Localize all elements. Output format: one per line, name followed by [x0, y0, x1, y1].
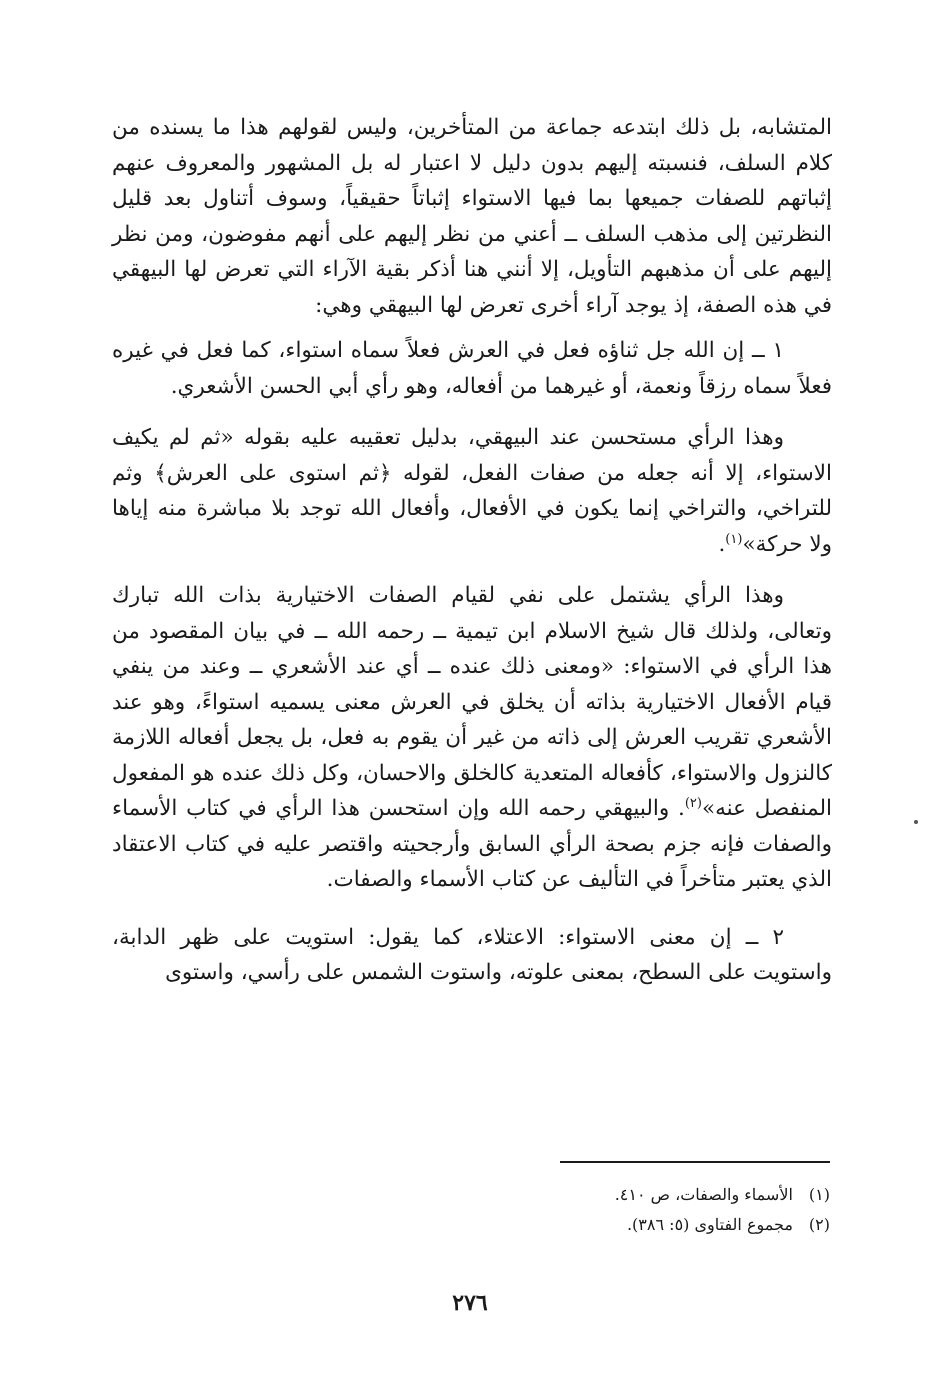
- margin-dot: [914, 820, 918, 824]
- body-text: [112, 110, 832, 991]
- page-number: ٢٧٦: [452, 1290, 488, 1316]
- paragraph-1-text: المتشابه، بل ذلك ابتدعه جماعة من المتأخرين، وليس لقولهم هذا ما يسنده من كلام السلف، فنسبته إليهم بدون دليل لا اعتبار له بل المشهور والمعروف عنهم إثباتهم للصفات جميعها بما فيها الاستواء إثباتاً حقيقياً، وسوف أتناول بعد قليل النظرتين إلى مذهب السلف ــ أعني من نظر إليهم على أنهم مفوضون، ومن نظر إليهم على أن مذهبهم التأويل، إلا أنني هنا أذكر بقية الآراء التي تعرض لها البيهقي في هذه الصفة، إذ يوجد آراء أخرى تعرض لها البيهقي وهي:: [112, 115, 832, 318]
- paragraph-opinion-2-text: ٢ ــ إن معنى الاستواء: الاعتلاء، كما يقول: استويت على ظهر الدابة، واستويت على السطح، بمعنى علوته، واستوت الشمس على رأسي، واستوى: [112, 924, 832, 985]
- paragraph-4-text-a: وهذا الرأي يشتمل على نفي لقيام الصفات الاختيارية بذات الله تبارك وتعالى، ولذلك قال شيخ الاسلام ابن تيمية ــ رحمه الله ــ في بيان المقصود من هذا الرأي في الاستواء: «ومعنى ذلك عنده ــ أي عند الأشعري ــ وعند من ينفي قيام الأفعال الاختيارية بذاته أن يخلق في العرش معنى يسميه استواءً، وهو عند الأشعري تقريب العرش إلى ذاته من غير أن يقوم به فعل، بل يجعل أفعاله اللازمة كالنزول والاستواء، كأفعاله المتعدية كالخلق والاحسان، وكل ذلك عنده هو المفعول المنفصل عنه»: [112, 583, 832, 821]
- footnotes: [400, 1180, 830, 1240]
- footnote-2-number: (٢): [808, 1215, 830, 1234]
- footnote-2: [400, 1210, 830, 1240]
- paragraph-3-end: .: [718, 531, 726, 557]
- footnote-ref-2[interactable]: (٢): [684, 795, 702, 811]
- paragraph-3: [112, 420, 832, 562]
- footnote-ref-1[interactable]: (١): [725, 531, 743, 547]
- footnote-1-number: (١): [808, 1185, 830, 1204]
- paragraph-4-text-b: . والبيهقي رحمه الله وإن استحسن هذا الرأي في كتاب الأسماء والصفات فإنه جزم بصحة الرأي السابق وأرجحيته واقتصر عليه في كتاب الاعتقاد الذي يعتبر متأخراً في التأليف عن كتاب الأسماء والصفات.: [112, 796, 832, 892]
- paragraph-opinion-2: [112, 920, 832, 991]
- footnote-2-text: مجموع الفتاوى (٥: ٣٨٦).: [626, 1215, 793, 1234]
- paragraph-3-text: وهذا الرأي مستحسن عند البيهقي، بدليل تعقيبه عليه بقوله «ثم لم يكيف الاستواء، إلا أنه جعله من صفات الفعل، لقوله ﴿ثم استوى على العرش﴾ وثم للتراخي، والتراخي إنما يكون في الأفعال، وأفعال الله توجد بلا مباشرة منه إياها ولا حركة»: [112, 425, 832, 557]
- paragraph-opinion-1-text: ١ ــ إن الله جل ثناؤه فعل في العرش فعلاً سماه استواء، كما فعل في غيره فعلاً سماه رزقاً ونعمة، أو غيرهما من أفعاله، وهو رأي أبي الحسن الأشعري.: [112, 338, 832, 399]
- paragraph-4: [112, 578, 832, 898]
- footnote-divider: [560, 1161, 830, 1163]
- paragraph-1: [112, 110, 832, 323]
- paragraph-opinion-1: [112, 333, 832, 404]
- footnote-1-text: الأسماء والصفات، ص ٤١٠.: [614, 1185, 793, 1204]
- footnote-1: [400, 1180, 830, 1210]
